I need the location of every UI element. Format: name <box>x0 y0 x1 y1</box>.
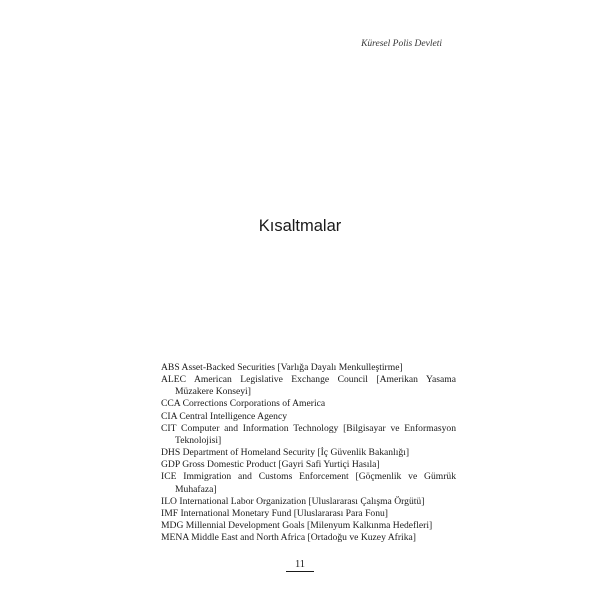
abbreviation-item: ABS Asset-Backed Securities [Varlığa Dayalı Menkulleştirme] <box>161 362 403 373</box>
abbreviation-item: CIA Central Intelligence Agency <box>161 410 288 422</box>
abbreviation-item: DHS Department of Homeland Security [İç Güvenlik Bakanlığı] <box>161 447 410 459</box>
abbreviation-item: MDG Millennial Development Goals [Milenyum Kalkınma Hedefleri] <box>161 520 433 532</box>
abbreviation-item: MENA Middle East and North Africa [Ortadoğu ve Kuzey Afrika] <box>161 532 416 544</box>
abbreviation-list <box>161 362 456 544</box>
page-number-footer <box>0 558 600 572</box>
abbreviation-item: IMF International Monetary Fund [Uluslararası Para Fonu] <box>161 507 389 519</box>
page-title: Kısaltmalar <box>258 217 342 236</box>
abbreviation-item: CIT Computer and Information Technology [Bilgisayar ve Enformasyon Teknolojisi] <box>161 422 456 446</box>
abbreviation-item: CCA Corrections Corporations of America <box>161 398 326 410</box>
abbreviation-item: ALEC American Legislative Exchange Council [Amerikan Yasama Müzakere Konseyi] <box>161 374 456 398</box>
abbreviation-item: ILO International Labor Organization [Uluslararası Çalışma Örgütü] <box>161 495 425 507</box>
abbreviation-item: ICE Immigration and Customs Enforcement [Göçmenlik ve Gümrük Muhafaza] <box>161 471 456 495</box>
page-number: 11 <box>286 558 314 572</box>
running-header: Küresel Polis Devleti <box>361 39 442 49</box>
abbreviation-item: GDP Gross Domestic Product [Gayri Safi Yurtiçi Hasıla] <box>161 459 380 471</box>
